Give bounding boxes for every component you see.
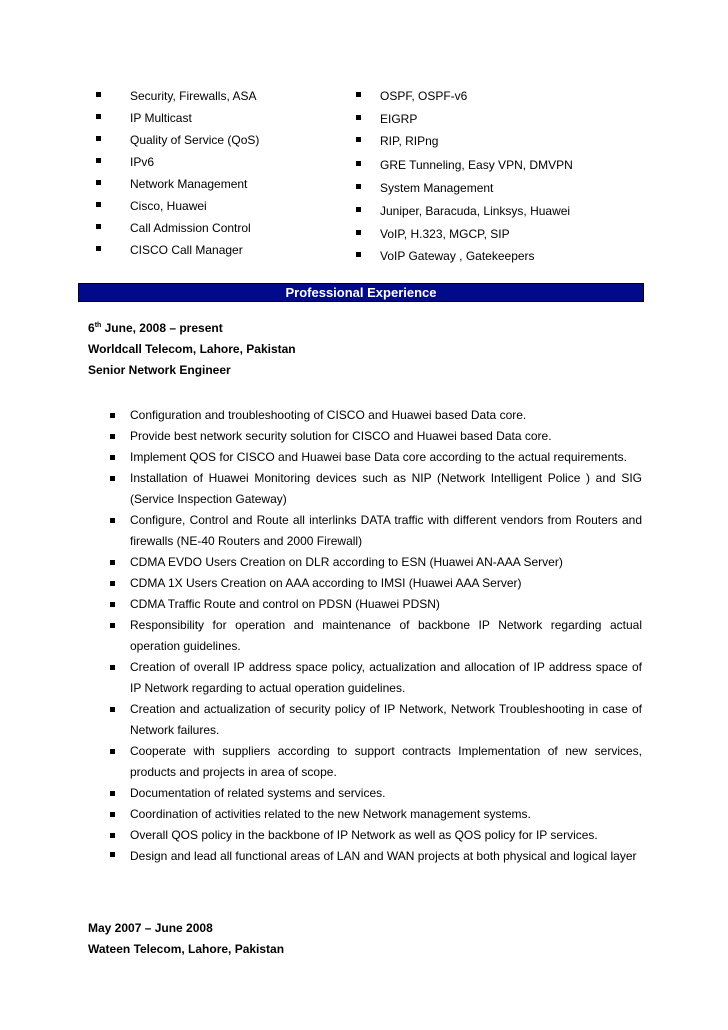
job-date: May 2007 – June 2008: [88, 921, 213, 935]
square-bullet-icon: [356, 184, 361, 189]
skill-item: Cisco, Huawei: [96, 198, 259, 220]
square-bullet-icon: [110, 518, 115, 523]
job-header-wateen: [88, 920, 284, 962]
square-bullet-icon: [96, 246, 101, 251]
job-date: 6th June, 2008 – present: [88, 321, 223, 335]
square-bullet-icon: [110, 476, 115, 481]
skill-item: System Management: [356, 180, 573, 203]
square-bullet-icon: [110, 623, 115, 628]
square-bullet-icon: [96, 158, 101, 163]
skill-item: VoIP Gateway , Gatekeepers: [356, 248, 573, 271]
skill-item: VoIP, H.323, MGCP, SIP: [356, 226, 573, 249]
job-role: Senior Network Engineer: [88, 363, 231, 377]
square-bullet-icon: [110, 852, 115, 857]
duty-item: Coordination of activities related to the new Network management systems.: [110, 804, 642, 825]
square-bullet-icon: [356, 230, 361, 235]
square-bullet-icon: [110, 560, 115, 565]
duty-item: Responsibility for operation and maintenance of backbone IP Network regarding actual operation guidelines.: [110, 615, 642, 657]
duty-item: Installation of Huawei Monitoring devices such as NIP (Network Intelligent Police ) and SIG (Service Inspection Gateway): [110, 468, 642, 510]
duty-item: Cooperate with suppliers according to support contracts Implementation of new services, products and projects in area of scope.: [110, 741, 642, 783]
square-bullet-icon: [96, 114, 101, 119]
square-bullet-icon: [110, 602, 115, 607]
duty-item: Provide best network security solution for CISCO and Huawei based Data core.: [110, 426, 642, 447]
job-company: Worldcall Telecom, Lahore, Pakistan: [88, 342, 296, 356]
skill-item: EIGRP: [356, 111, 573, 134]
skill-item: IP Multicast: [96, 110, 259, 132]
duty-item: Creation of overall IP address space policy, actualization and allocation of IP address space of IP Network regarding to actual operation guidelines.: [110, 657, 642, 699]
duty-item: Design and lead all functional areas of LAN and WAN projects at both physical and logical layer: [110, 846, 642, 864]
square-bullet-icon: [356, 92, 361, 97]
skill-item: CISCO Call Manager: [96, 242, 259, 264]
skill-item: OSPF, OSPF-v6: [356, 88, 573, 111]
square-bullet-icon: [110, 791, 115, 796]
duty-item: Configure, Control and Route all interlinks DATA traffic with different vendors from Routers and firewalls (NE-40 Routers and 2000 Firewall): [110, 510, 642, 552]
duty-item: CDMA 1X Users Creation on AAA according to IMSI (Huawei AAA Server): [110, 573, 642, 594]
duty-item: CDMA Traffic Route and control on PDSN (Huawei PDSN): [110, 594, 642, 615]
skill-item: Network Management: [96, 176, 259, 198]
square-bullet-icon: [110, 581, 115, 586]
skills-list-right: [356, 88, 573, 271]
square-bullet-icon: [110, 749, 115, 754]
square-bullet-icon: [110, 707, 115, 712]
duty-item: Documentation of related systems and services.: [110, 783, 642, 804]
skills-list-left: [96, 88, 259, 264]
job-company: Wateen Telecom, Lahore, Pakistan: [88, 942, 285, 956]
square-bullet-icon: [96, 202, 101, 207]
skill-item: Quality of Service (QoS): [96, 132, 259, 154]
square-bullet-icon: [96, 92, 101, 97]
duty-item: Creation and actualization of security policy of IP Network, Network Troubleshooting in case of Network failures.: [110, 699, 642, 741]
skill-item: Call Admission Control: [96, 220, 259, 242]
skill-item: RIP, RIPng: [356, 133, 573, 156]
square-bullet-icon: [356, 137, 361, 142]
duty-item: Configuration and troubleshooting of CISCO and Huawei based Data core.: [110, 405, 642, 426]
duty-item: Overall QOS policy in the backbone of IP Network as well as QOS policy for IP services.: [110, 825, 642, 846]
square-bullet-icon: [356, 207, 361, 212]
square-bullet-icon: [96, 224, 101, 229]
square-bullet-icon: [110, 455, 115, 460]
duty-item: Implement QOS for CISCO and Huawei base Data core according to the actual requirements.: [110, 447, 642, 468]
job-header-worldcall: [88, 320, 296, 383]
skill-item: Security, Firewalls, ASA: [96, 88, 259, 110]
square-bullet-icon: [110, 812, 115, 817]
job-duties-list: [110, 405, 642, 864]
section-header-professional-experience: Professional Experience: [78, 283, 644, 302]
skill-item: GRE Tunneling, Easy VPN, DMVPN: [356, 157, 573, 180]
square-bullet-icon: [110, 434, 115, 439]
square-bullet-icon: [110, 413, 115, 418]
skill-item: Juniper, Baracuda, Linksys, Huawei: [356, 203, 573, 226]
square-bullet-icon: [96, 136, 101, 141]
duty-item: CDMA EVDO Users Creation on DLR according to ESN (Huawei AN-AAA Server): [110, 552, 642, 573]
square-bullet-icon: [110, 833, 115, 838]
square-bullet-icon: [110, 665, 115, 670]
square-bullet-icon: [356, 161, 361, 166]
square-bullet-icon: [356, 115, 361, 120]
square-bullet-icon: [96, 180, 101, 185]
skill-item: IPv6: [96, 154, 259, 176]
square-bullet-icon: [356, 252, 361, 257]
